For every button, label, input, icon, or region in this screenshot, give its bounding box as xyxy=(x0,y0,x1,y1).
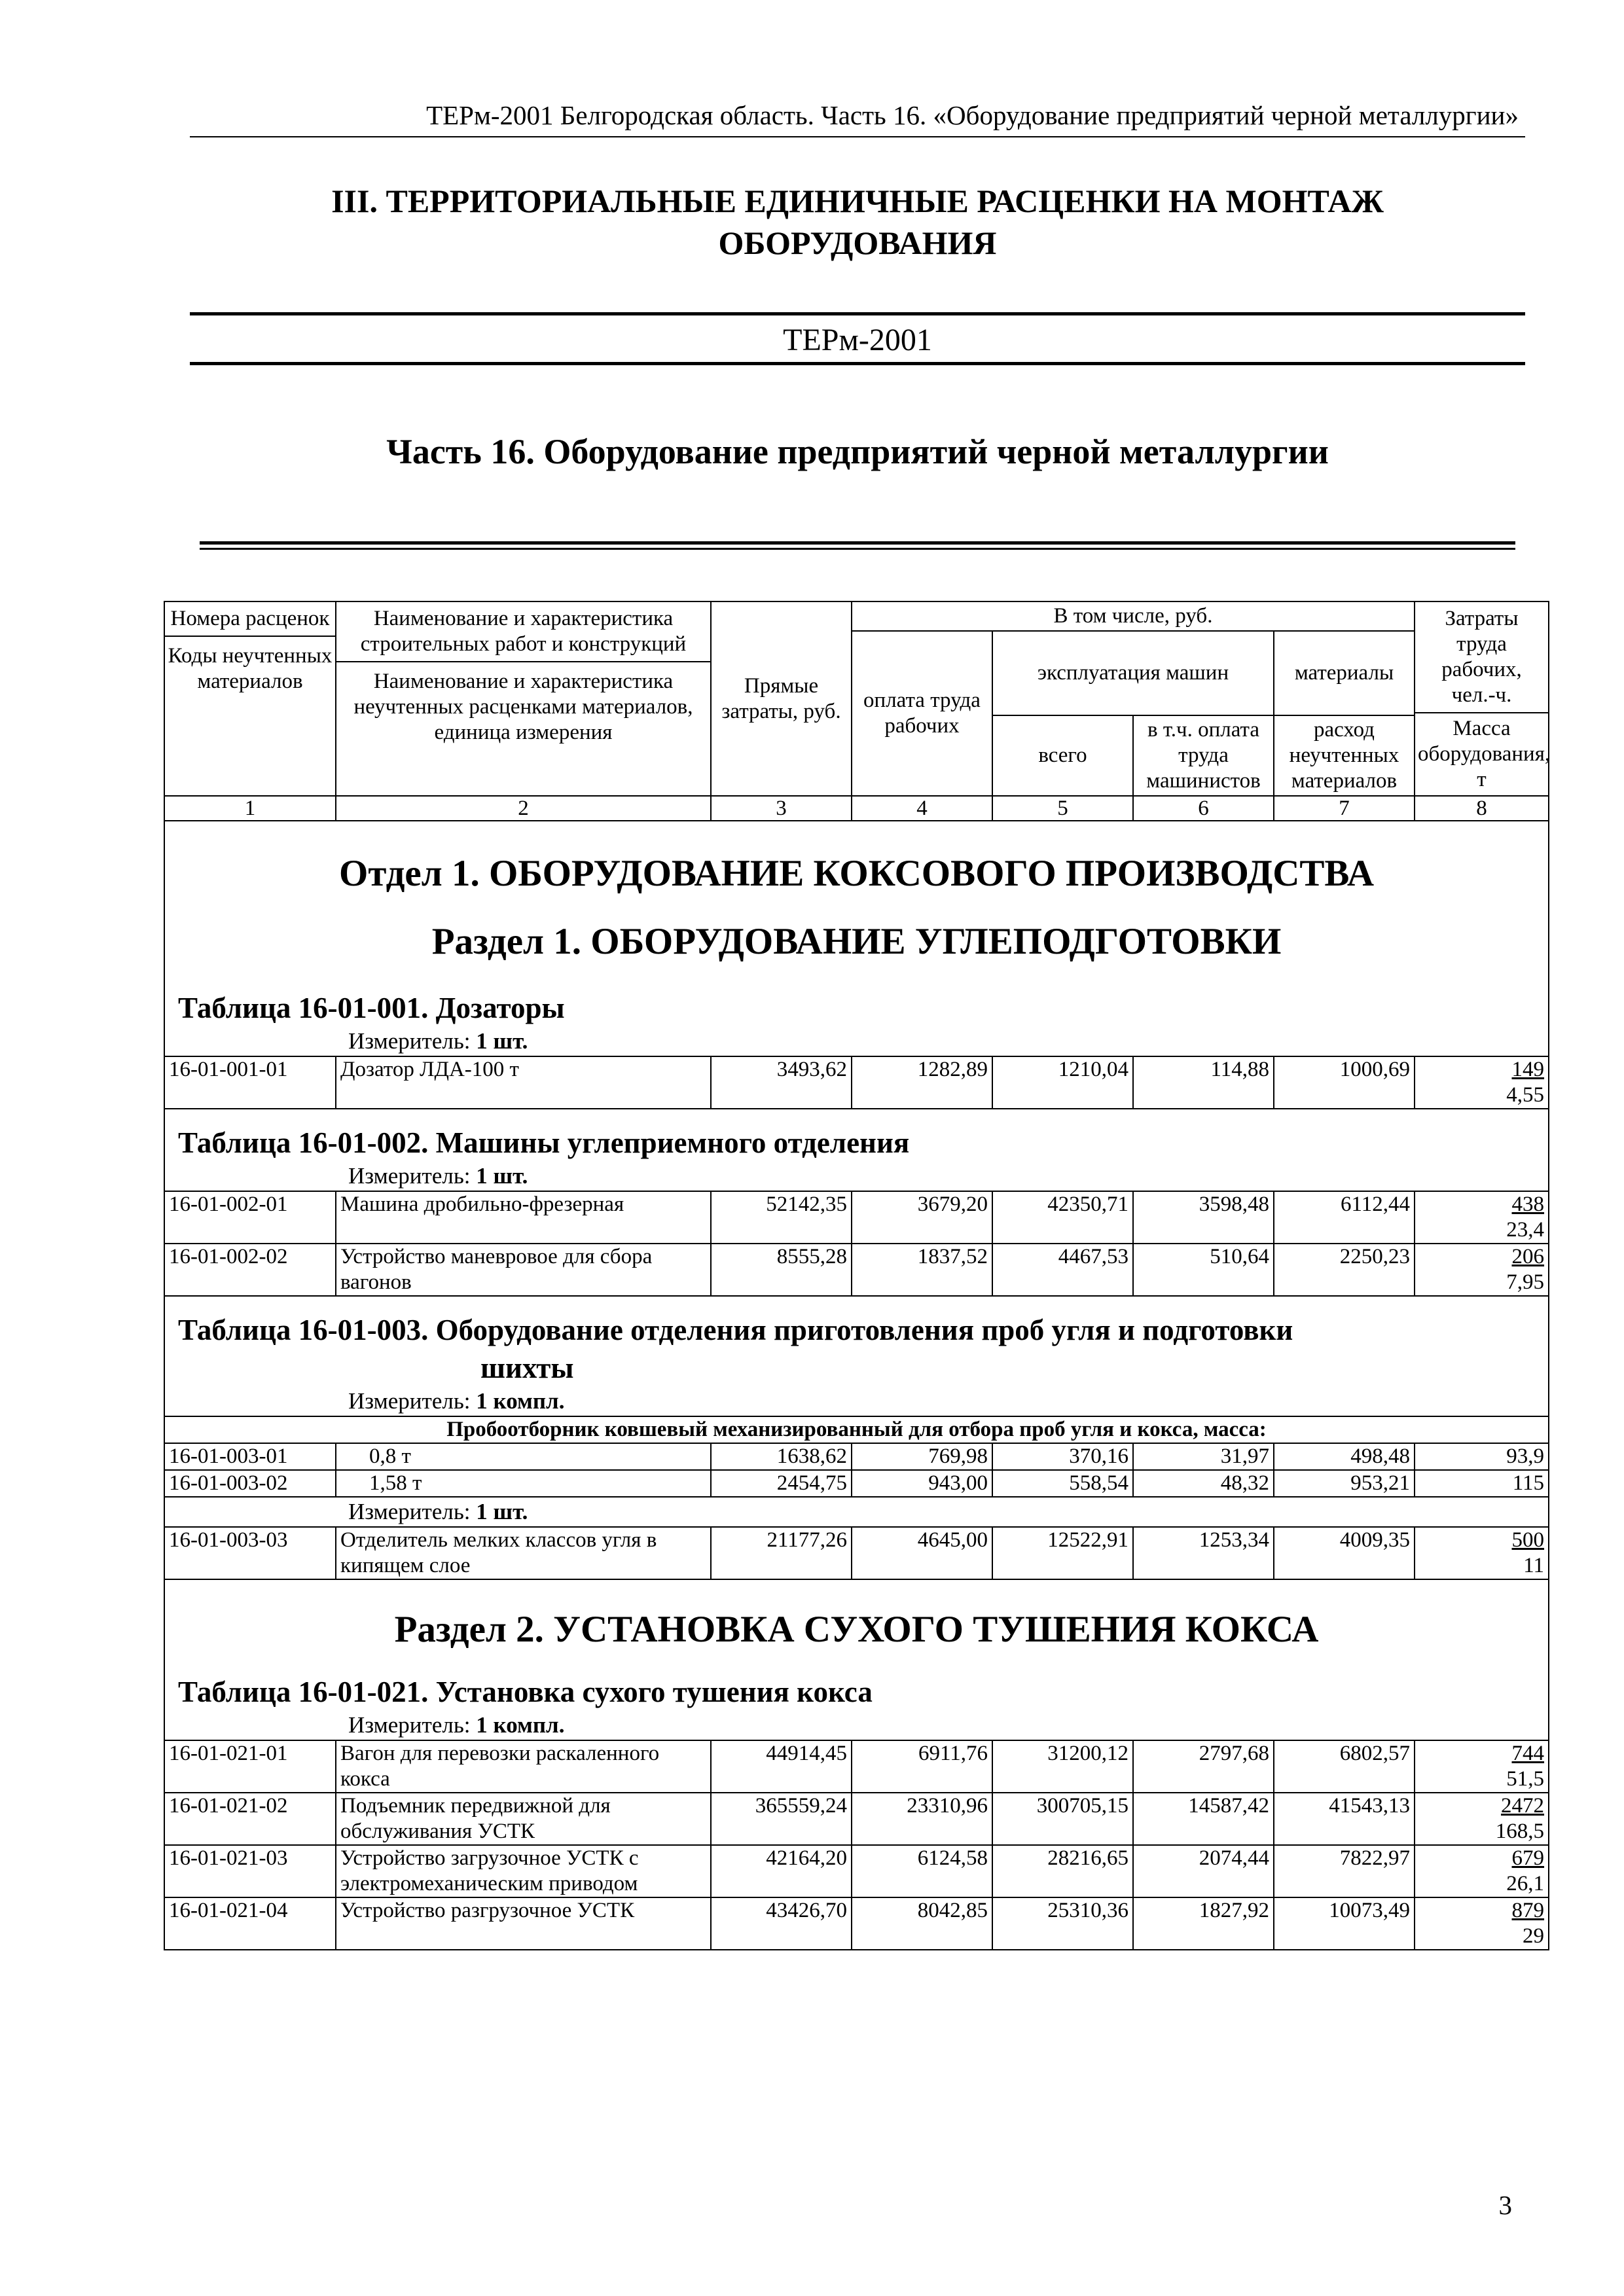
col-num: 8 xyxy=(1415,796,1549,821)
direct-cost: 365559,24 xyxy=(711,1793,852,1845)
col-num: 5 xyxy=(992,796,1133,821)
labor-cost: 6124,58 xyxy=(852,1845,992,1897)
direct-cost: 8555,28 xyxy=(711,1244,852,1296)
table-row xyxy=(164,1897,1549,1950)
equipment-mass: 23,4 xyxy=(1506,1218,1545,1242)
table-row xyxy=(164,1793,1549,1845)
labor-and-mass xyxy=(1415,1244,1549,1296)
table-title xyxy=(164,1296,1549,1387)
header-rate-codes xyxy=(164,601,336,796)
machinist-cost: 2074,44 xyxy=(1133,1845,1274,1897)
direct-cost: 43426,70 xyxy=(711,1897,852,1950)
table-row xyxy=(164,1527,1549,1579)
labor-hours: 206 xyxy=(1511,1245,1545,1268)
measure-label: Измеритель: xyxy=(348,1499,471,1524)
work-name: Машина дробильно-фрезерная xyxy=(336,1191,711,1244)
labor-hours: 679 xyxy=(1511,1846,1545,1870)
table-title: Таблица 16-01-001. Дозаторы xyxy=(164,975,1549,1027)
col-num: 2 xyxy=(336,796,711,821)
work-name: Устройство загрузочное УСТК с электромеханическим приводом xyxy=(336,1845,711,1897)
measure-label: Измеритель: xyxy=(348,1712,471,1738)
header-material-codes: Коды неучтенных материалов xyxy=(168,644,333,693)
machine-cost: 25310,36 xyxy=(992,1897,1133,1950)
col-num: 3 xyxy=(711,796,852,821)
header-machine-operation: эксплуатация машин xyxy=(992,631,1274,715)
header-material-use: расход неучтенных материалов xyxy=(1274,715,1415,796)
measure-unit xyxy=(164,1497,1549,1527)
material-cost: 6802,57 xyxy=(1274,1740,1415,1793)
labor-cost: 6911,76 xyxy=(852,1740,992,1793)
table-title: Таблица 16-01-021. Установка сухого тушения кокса xyxy=(164,1669,1549,1711)
machinist-cost: 31,97 xyxy=(1133,1443,1274,1470)
labor-hours: 744 xyxy=(1511,1742,1545,1765)
labor-cost: 1282,89 xyxy=(852,1056,992,1109)
machine-cost: 4467,53 xyxy=(992,1244,1133,1296)
header-works-and-structures: Наименование и характеристика строительных работ и конструкций xyxy=(336,602,710,662)
machinist-cost: 510,64 xyxy=(1133,1244,1274,1296)
direct-cost: 52142,35 xyxy=(711,1191,852,1244)
labor-cost: 769,98 xyxy=(852,1443,992,1470)
measure-unit xyxy=(164,1387,1549,1416)
section-heading: Раздел 2. УСТАНОВКА СУХОГО ТУШЕНИЯ КОКСА xyxy=(164,1579,1549,1669)
col-num: 6 xyxy=(1133,796,1274,821)
table-row xyxy=(164,1845,1549,1897)
machine-cost: 31200,12 xyxy=(992,1740,1133,1793)
table-title-line-1: Таблица 16-01-003. Оборудование отделения приготовления проб угля и подготовки xyxy=(178,1314,1293,1346)
work-name: Отделитель мелких классов угля в кипящем слое xyxy=(336,1527,711,1579)
labor-and-mass xyxy=(1415,1056,1549,1109)
table-row xyxy=(164,1191,1549,1244)
part-title: Часть 16. Оборудование предприятий черной металлургии xyxy=(386,432,1329,471)
labor-cost: 8042,85 xyxy=(852,1897,992,1950)
labor-and-mass xyxy=(1415,1793,1549,1845)
header-row-1 xyxy=(164,601,1549,631)
machinist-cost: 1827,92 xyxy=(1133,1897,1274,1950)
measure-label: Измеритель: xyxy=(348,1028,471,1054)
col-num: 1 xyxy=(164,796,336,821)
rate-code: 16-01-003-03 xyxy=(164,1527,336,1579)
rate-code: 16-01-003-01 xyxy=(164,1443,336,1470)
rate-code: 16-01-021-01 xyxy=(164,1740,336,1793)
rate-code: 16-01-002-02 xyxy=(164,1244,336,1296)
measure-label: Измеритель: xyxy=(348,1163,471,1189)
header-work-name xyxy=(336,601,711,796)
equipment-mass: 7,95 xyxy=(1506,1270,1545,1294)
direct-cost: 3493,62 xyxy=(711,1056,852,1109)
direct-cost: 21177,26 xyxy=(711,1527,852,1579)
direct-cost: 42164,20 xyxy=(711,1845,852,1897)
material-cost: 4009,35 xyxy=(1274,1527,1415,1579)
direct-cost: 44914,45 xyxy=(711,1740,852,1793)
machinist-cost: 48,32 xyxy=(1133,1470,1274,1497)
labor-hours: 879 xyxy=(1511,1899,1545,1922)
equipment-mass: 168,5 xyxy=(1495,1820,1545,1843)
page-number: 3 xyxy=(1498,2190,1512,2220)
work-name: 0,8 т xyxy=(336,1443,711,1470)
double-rule-thin xyxy=(200,548,1515,550)
main-title-line-2: ОБОРУДОВАНИЯ xyxy=(718,224,997,261)
material-cost: 10073,49 xyxy=(1274,1897,1415,1950)
measure-unit xyxy=(164,1027,1549,1056)
machine-cost: 300705,15 xyxy=(992,1793,1133,1845)
work-name: 1,58 т xyxy=(336,1470,711,1497)
measure-value: 1 компл. xyxy=(476,1388,565,1414)
machinist-cost: 3598,48 xyxy=(1133,1191,1274,1244)
table-row xyxy=(164,1740,1549,1793)
equipment-mass: 29 xyxy=(1523,1924,1545,1948)
measure-label: Измеритель: xyxy=(348,1388,471,1414)
machine-cost: 28216,65 xyxy=(992,1845,1133,1897)
rate-code: 16-01-001-01 xyxy=(164,1056,336,1109)
labor-and-mass xyxy=(1415,1897,1549,1950)
section-heading: Раздел 1. ОБОРУДОВАНИЕ УГЛЕПОДГОТОВКИ xyxy=(164,900,1549,975)
machine-cost: 42350,71 xyxy=(992,1191,1133,1244)
header-labor-mass xyxy=(1415,601,1549,796)
equipment-mass: 51,5 xyxy=(1506,1767,1545,1791)
rate-code: 16-01-021-04 xyxy=(164,1897,336,1950)
labor-cost: 23310,96 xyxy=(852,1793,992,1845)
equipment-mass: 11 xyxy=(1523,1554,1545,1577)
labor-hours: 500 xyxy=(1511,1528,1545,1552)
header-direct-costs: Прямые затраты, руб. xyxy=(711,601,852,796)
labor-hours: 438 xyxy=(1511,1193,1545,1216)
measure-unit xyxy=(164,1162,1549,1191)
material-cost: 6112,44 xyxy=(1274,1191,1415,1244)
labor-cost: 4645,00 xyxy=(852,1527,992,1579)
col-num: 4 xyxy=(852,796,992,821)
work-name: Дозатор ЛДА-100 т xyxy=(336,1056,711,1109)
col-num: 7 xyxy=(1274,796,1415,821)
material-cost: 498,48 xyxy=(1274,1443,1415,1470)
double-rule-thick xyxy=(200,541,1515,545)
divider-bottom xyxy=(190,362,1525,365)
header-labor-hours: Затраты труда рабочих, чел.-ч. xyxy=(1441,607,1522,707)
material-cost: 41543,13 xyxy=(1274,1793,1415,1845)
equipment-mass: 4,55 xyxy=(1506,1083,1545,1107)
measure-value: 1 шт. xyxy=(476,1499,528,1524)
main-title xyxy=(190,180,1525,264)
subheading: Пробоотборник ковшевый механизированный для отбора проб угля и кокса, масса: xyxy=(164,1416,1549,1443)
rate-code: 16-01-002-01 xyxy=(164,1191,336,1244)
header-worker-pay: оплата труда рабочих xyxy=(852,631,992,796)
labor-hours: 149 xyxy=(1511,1058,1545,1081)
labor-hours: 93,9 xyxy=(1415,1443,1549,1470)
machine-cost: 12522,91 xyxy=(992,1527,1133,1579)
machine-cost: 370,16 xyxy=(992,1443,1133,1470)
header-materials: материалы xyxy=(1274,631,1415,715)
header-including: В том числе, руб. xyxy=(852,601,1415,631)
machine-cost: 1210,04 xyxy=(992,1056,1133,1109)
header-machinist-pay: в т.ч. оплата труда машинистов xyxy=(1133,715,1274,796)
running-header: ТЕРм-2001 Белгородская область. Часть 16. «Оборудование предприятий черной металлургии» xyxy=(190,98,1525,137)
labor-and-mass xyxy=(1415,1740,1549,1793)
header-unaccounted-materials: Наименование и характеристика неучтенных расценками материалов, единица измерения xyxy=(353,670,693,744)
direct-cost: 2454,75 xyxy=(711,1470,852,1497)
work-name: Устройство маневровое для сбора вагонов xyxy=(336,1244,711,1296)
labor-hours: 115 xyxy=(1415,1470,1549,1497)
labor-and-mass xyxy=(1415,1527,1549,1579)
measure-value: 1 шт. xyxy=(476,1163,528,1189)
table-title: Таблица 16-01-002. Машины углеприемного отделения xyxy=(164,1109,1549,1162)
labor-cost: 943,00 xyxy=(852,1470,992,1497)
material-cost: 2250,23 xyxy=(1274,1244,1415,1296)
header-equipment-mass: Масса оборудования, т xyxy=(1415,712,1548,795)
measure-value: 1 компл. xyxy=(476,1712,565,1738)
ter-label: ТЕРм-2001 xyxy=(783,323,932,357)
machinist-cost: 14587,42 xyxy=(1133,1793,1274,1845)
work-name: Подъемник передвижной для обслуживания УСТК xyxy=(336,1793,711,1845)
column-numbers-row xyxy=(164,796,1549,821)
table-row xyxy=(164,1443,1549,1470)
machinist-cost: 114,88 xyxy=(1133,1056,1274,1109)
labor-cost: 1837,52 xyxy=(852,1244,992,1296)
table-row xyxy=(164,1056,1549,1109)
table-row xyxy=(164,1470,1549,1497)
labor-cost: 3679,20 xyxy=(852,1191,992,1244)
rate-code: 16-01-003-02 xyxy=(164,1470,336,1497)
material-cost: 1000,69 xyxy=(1274,1056,1415,1109)
labor-and-mass xyxy=(1415,1191,1549,1244)
work-name: Вагон для перевозки раскаленного кокса xyxy=(336,1740,711,1793)
machinist-cost: 1253,34 xyxy=(1133,1527,1274,1579)
divider-top xyxy=(190,312,1525,315)
table-row xyxy=(164,1244,1549,1296)
header-rate-numbers: Номера расценок xyxy=(165,602,335,637)
labor-hours: 2472 xyxy=(1501,1794,1545,1818)
rate-code: 16-01-021-03 xyxy=(164,1845,336,1897)
header-machines-total: всего xyxy=(992,715,1133,796)
work-name: Устройство разгрузочное УСТК xyxy=(336,1897,711,1950)
machinist-cost: 2797,68 xyxy=(1133,1740,1274,1793)
measure-value: 1 шт. xyxy=(476,1028,528,1054)
material-cost: 7822,97 xyxy=(1274,1845,1415,1897)
machine-cost: 558,54 xyxy=(992,1470,1133,1497)
subheading-row xyxy=(164,1416,1549,1443)
direct-cost: 1638,62 xyxy=(711,1443,852,1470)
equipment-mass: 26,1 xyxy=(1506,1872,1545,1895)
main-title-line-1: III. ТЕРРИТОРИАЛЬНЫЕ ЕДИНИЧНЫЕ РАСЦЕНКИ НА МОНТАЖ xyxy=(331,183,1384,219)
material-cost: 953,21 xyxy=(1274,1470,1415,1497)
labor-and-mass xyxy=(1415,1845,1549,1897)
table-title-line-2: шихты xyxy=(480,1352,574,1384)
measure-unit xyxy=(164,1711,1549,1740)
rate-code: 16-01-021-02 xyxy=(164,1793,336,1845)
department-heading: Отдел 1. ОБОРУДОВАНИЕ КОКСОВОГО ПРОИЗВОДСТВА xyxy=(164,821,1549,900)
rates-table xyxy=(164,601,1549,1950)
